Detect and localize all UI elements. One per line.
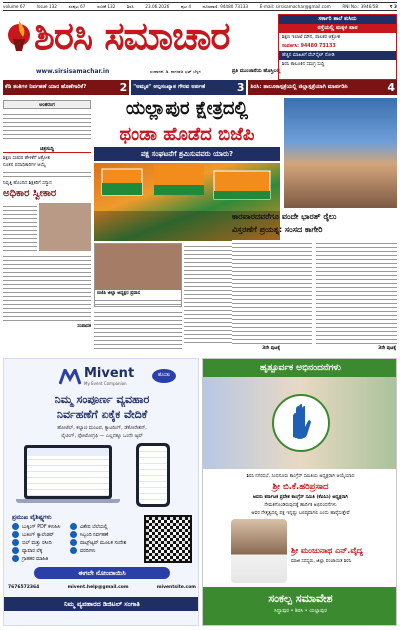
- inset-caption: ಬಿಜೆಪಿ ಜಿಲ್ಲಾ ಅಧ್ಯಕ್ಷರ ಪ್ರವಾಸ: [97, 291, 141, 296]
- headline-ticker: [3, 80, 397, 95]
- inset-caption-lines: [95, 297, 181, 305]
- sidebar-body-lines: [3, 253, 91, 323]
- sidebar-profile-label: ನಿವೃತ್ತಿ ಹೊಂದಿದ ಶಿಕ್ಷಕರಿಗೆ ಸನ್ಮಾನ: [3, 181, 52, 186]
- sidebar-news-head: ಚಿತ್ರಸುದ್ದಿ: [3, 145, 91, 153]
- mivent-logo-icon: [59, 369, 81, 385]
- feature-item: ವಿಶೇಷ ಬೆಲೆಯಲ್ಲಿ: [70, 523, 140, 531]
- sidebar-profile-text: [3, 203, 37, 251]
- ticker-number: 4: [387, 81, 395, 94]
- inset-photo: [95, 244, 181, 290]
- congrats-ad[interactable]: [202, 358, 397, 626]
- side-ad-line4: ಹೆಚ್ಚಿನ ಮಾಹಿತಿಗೆ ವೆಬ್‌ಸೈಟ್ ನೋಡಿ: [279, 51, 396, 60]
- mivent-laptop-base: [16, 499, 120, 503]
- meta-bar: [3, 2, 397, 11]
- masthead-logo: [4, 15, 34, 59]
- masthead-website[interactable]: www.sirsisamachar.in: [36, 68, 110, 75]
- meta-col2: ಸಂಚಿಕೆ 132: [97, 4, 116, 9]
- ticker-text: "ಅಮೃತ" ಅಲ್ಪಸಂಖ್ಯಾತ ಗೌರವ ಅರ್ಪಣೆ: [133, 84, 206, 90]
- congrats-footer: [203, 587, 397, 626]
- inset-box: [94, 243, 182, 307]
- profile-photo: [39, 203, 91, 251]
- meta-phone: ದೂರವಾಣಿ: 94480 73133: [202, 4, 249, 9]
- meta-pages: ಪುಟ 4: [180, 4, 192, 9]
- congrats-role2: ಮಾಜಿ ಸದಸ್ಯರು, ಜಿಲ್ಲಾ ಪಂಚಾಯತ ಶಿರಸಿ: [291, 559, 352, 564]
- flame-emblem-icon: [4, 15, 34, 59]
- headline-subhead: ಪಕ್ಷ ಸಂಘಟನೆಗೆ ಶ್ರಮಿಸುವವರು ಯಾರು?: [94, 147, 280, 161]
- ticker-text: ಕೆಡಿ ತಂತಿಗಳ ನಿರ್ವಹಣೆ ಯಾರ ಹೊಣೆಗಾರಿಕೆ?: [5, 84, 87, 90]
- right-story-title2: ವಿಸ್ತರಣೆಗೆ ಪ್ರಯತ್ನ: ಸಂಸದ ಕಾಗೇರಿ: [232, 225, 323, 234]
- right-story-continued[interactable]: 3ನೇ ಪುಟಕ್ಕೆ: [378, 346, 396, 351]
- meta-price: ₹ 3: [389, 4, 397, 9]
- party-hand-emblem-icon: [271, 393, 331, 453]
- masthead-editor: ಸಂಪಾದಕ: ಡಿ. ನಾಗರಾಜ ಭಟ್ ಬೆಳ್ಳಗ: [150, 69, 201, 74]
- feature-item: ಗ್ರಾಹಕರ ಮಾಹಿತಿ: [12, 555, 98, 563]
- masthead-tagline: ಪ್ರತಿ ಮುಂಜಾನೆಯ ಹೊಸ್ತಿಲಲ್ಲಿ: [232, 68, 281, 74]
- congrats-portrait: [231, 519, 287, 583]
- congrats-header: ಹೃತ್ಪೂರ್ವಕ ಅಭಿನಂದನೆಗಳು: [203, 359, 397, 377]
- side-ad-phone: ಸಂಪರ್ಕಿಸಿ: 94480 73133: [282, 44, 336, 49]
- meta-email: E-mail: sirsisamachar@gmail.com: [259, 4, 331, 9]
- ticker-item[interactable]: [131, 80, 246, 95]
- sidebar-news-lines: [3, 169, 91, 177]
- check-icon: [12, 547, 19, 554]
- feature-item: ವ್ಯಾಪಾರ ಲೆಕ್ಕ: [12, 547, 98, 555]
- side-ad-line1: ಸರ್ಕಾರಿ ಶಾಲೆ ಕುಸಿದು: [279, 15, 396, 24]
- mivent-brand-sub: My Event Companion: [84, 381, 127, 386]
- side-ad-line2: ರಸ್ತೆಯಲ್ಲಿ ಮಕ್ಕಳ ಪಾಠ: [279, 24, 396, 33]
- feature-item: ವಾಟ್ಸ್‌ಆ್ಯಪ್ ಮೂಲಕ ಸಂದೇಶ: [70, 539, 140, 547]
- sidebar-news1[interactable]: ಶಿಕ್ಷಣ ಸಚಿವರ ಹೇಳಿಕೆಗೆ ಆಕ್ರೋಶ: [3, 156, 50, 161]
- mivent-site[interactable]: miventsite.com: [156, 585, 196, 590]
- masthead-title: ಶಿರಸಿ ಸಮಾಚಾರ: [34, 13, 230, 58]
- mivent-features-title: ಪ್ರಮುಖ ವೈಶಿಷ್ಟ್ಯಗಳು: [12, 514, 52, 521]
- mivent-phone[interactable]: 7676572364: [8, 585, 40, 590]
- meta-col3: ಶಿರಸಿ: [126, 4, 134, 9]
- congrats-photo-strip: [203, 377, 397, 469]
- sidebar-profile-name: ಅಧಿಕಾರ ಸ್ವೀಕಾರ: [3, 188, 57, 199]
- mivent-features-list-2: [70, 523, 140, 555]
- main-body-col1: [94, 309, 182, 351]
- side-ad-line3: ಶಿಕ್ಷಣ ಇಲಾಖೆ ಮೌನ, ಪಾಲಕರ ಆಕ್ರೋಶ: [282, 35, 341, 40]
- meta-col1: ಸಂಪುಟ 67: [68, 4, 86, 9]
- feature-item: ಬುಕಿಂಗ್ ಕ್ಯಾಲೆಂಡರ್: [12, 531, 98, 539]
- check-icon: [70, 531, 77, 538]
- ticker-item[interactable]: [248, 80, 397, 95]
- right-story-col2: [316, 240, 397, 345]
- meta-volume: volume 67: [3, 4, 26, 9]
- check-icon: [12, 555, 19, 562]
- mivent-ad[interactable]: [3, 358, 199, 626]
- ticker-number: 3: [236, 81, 245, 94]
- check-icon: [12, 539, 19, 546]
- meta-issue: Issue 132: [36, 4, 57, 9]
- sidebar-heading: ಅಂತರಂಗ: [3, 100, 91, 109]
- sidebar-index-lines: [3, 111, 91, 141]
- sidebar: [3, 100, 91, 345]
- mivent-qr-code[interactable]: [144, 515, 192, 563]
- congrats-name1: ಶ್ರೀ ಬಿ.ಕೆ.ಹರಿಪ್ರಸಾದ: [272, 482, 329, 492]
- headline-line2: ಥಂಡಾ ಹೊಡೆದ ಬಿಜೆಪಿ: [119, 124, 255, 145]
- congrats-footer-title: ಸಂಕಲ್ಪ ಸಮಾವೇಶ: [268, 592, 333, 605]
- side-ad-line5: ಶಿರಸಿ ತಾಲೂಕಿನ ಸಮಗ್ರ ಸುದ್ದಿ: [282, 62, 325, 67]
- mivent-brand: Mivent: [84, 367, 135, 381]
- masthead-side-ad: [278, 14, 397, 80]
- feature-item: ಸಿಬ್ಬಂದಿ ನಿರ್ವಹಣೆ: [70, 531, 140, 539]
- mivent-headline2: ನಿರ್ವಹಣೆಗೆ ಏಕೈಕ ವೇದಿಕೆ: [56, 408, 148, 421]
- mivent-headline1: ನಿಮ್ಮ ಸಂಪೂರ್ಣ ವ್ಯವಹಾರ: [54, 393, 150, 406]
- check-icon: [70, 523, 77, 530]
- check-icon: [70, 547, 77, 554]
- sidebar-news2[interactable]: ನೂತನ ಪದಾಧಿಕಾರಿಗಳ ಆಯ್ಕೆ: [3, 163, 46, 168]
- congrats-name2: ಶ್ರೀ ಮಂಜುನಾಥ ಎನ್.ವೈದ್ಯ: [291, 546, 363, 555]
- meta-date: 23.06.2026: [145, 4, 170, 9]
- mivent-sub1: ಹೋಟೆಲ್, ಕಲ್ಯಾಣ ಮಂಟಪ, ಕ್ಯಾಟರಿಂಗ್, ಡೆಕೋರೇಶನ್,: [57, 426, 147, 431]
- ticker-number: 2: [119, 81, 128, 94]
- main-continued[interactable]: 3ನೇ ಪುಟಕ್ಕೆ: [262, 346, 280, 351]
- headline-line1: ಯಲ್ಲಾಪುರ ಕ್ಷೇತ್ರದಲ್ಲಿ: [125, 98, 249, 119]
- congrats-body1: ಶಿರಸಿ ನಗರಸಭೆ, ಸಿಂಧನೂರು ಕಾಂಗ್ರೆಸ್ ಸಮಿತಿಯ ಅಧ್ಯಕ್ಷರಾಗಿ ಆಯ್ಕೆಯಾದ: [246, 474, 355, 479]
- check-icon: [12, 531, 19, 538]
- ticker-text: ಶಿರಸಿ: ತಾಲೂಕಾಸ್ಪತ್ರೆಯಲ್ಲಿ ಜಿಲ್ಲಾಸ್ಪತ್ರೆಯಾಗಿ ಮಾರ್ಪಡಿಸಿ: [250, 84, 348, 90]
- feature-item: ಬಿಲ್ ಮತ್ತು ರಸೀದಿ: [12, 539, 98, 547]
- check-icon: [70, 539, 77, 546]
- congrats-body2: ಅವರು ಕರ್ನಾಟಕ ಪ್ರದೇಶ ಕಾಂಗ್ರೆಸ್ ಸಮಿತಿ (ಕೆಪಿಸಿಸಿ) ಅಧ್ಯಕ್ಷರಾಗಿ: [252, 495, 349, 500]
- congrats-body4: ಅವರ ನೇತೃತ್ವದಲ್ಲಿ ಪಕ್ಷ ಇನ್ನಷ್ಟು ಬಲಿಷ್ಠವಾಗಲಿ ಎಂದು ಹಾರೈಸುತ್ತೇವೆ: [251, 511, 350, 516]
- mivent-contact-row: [8, 583, 196, 593]
- meta-rni: RNI No.: 3946/58: [342, 4, 379, 9]
- mivent-footer: ನಿಮ್ಮ ವ್ಯವಹಾರದ ಡಿಜಿಟಲ್ ಸಂಗಾತಿ: [4, 597, 199, 611]
- feature-item: ಬುಕ್ಕಿಂಗ್ PDF ಕಳುಹಿಸಿ: [12, 523, 98, 531]
- mivent-email[interactable]: mivent.help@gmail.com: [67, 585, 129, 590]
- congrats-body3: ನೇಮಕಗೊಂಡಿರುವುದಕ್ಕೆ ಹಾರ್ದಿಕ ಅಭಿನಂದನೆಗಳು: [264, 503, 337, 508]
- mivent-cta[interactable]: ಈಗಲೇ ನೋಂದಾಯಿಸಿ: [34, 567, 170, 579]
- check-icon: [12, 523, 19, 530]
- right-photo: [284, 98, 397, 208]
- mivent-sub2: ಲೈಟಿಂಗ್, ಫೋಟೋಗ್ರಫಿ — ಎಲ್ಲದಕ್ಕೂ ಒಂದೇ ಆ್ಯಪ್: [61, 434, 143, 439]
- feature-item: ವರದಿಗಳು: [70, 547, 140, 555]
- mivent-phone-mock: [136, 443, 170, 507]
- sidebar-profile-sig: ಸಂಪಾದಕ: [77, 324, 91, 329]
- ticker-item[interactable]: [3, 80, 129, 95]
- mivent-laptop: [24, 445, 112, 499]
- right-story-title1: ಕಾರವಾರದವರೆಗೂ ವಂದೇ ಭಾರತ್ ರೈಲು: [232, 212, 337, 221]
- mivent-badge: ಹೊಸತು: [152, 369, 176, 383]
- right-story-col1: [232, 240, 312, 345]
- congrats-footer-sub: ಸಿದ್ದಾಪುರ • ಶಿರಸಿ • ಯಲ್ಲಾಪುರ: [274, 608, 327, 614]
